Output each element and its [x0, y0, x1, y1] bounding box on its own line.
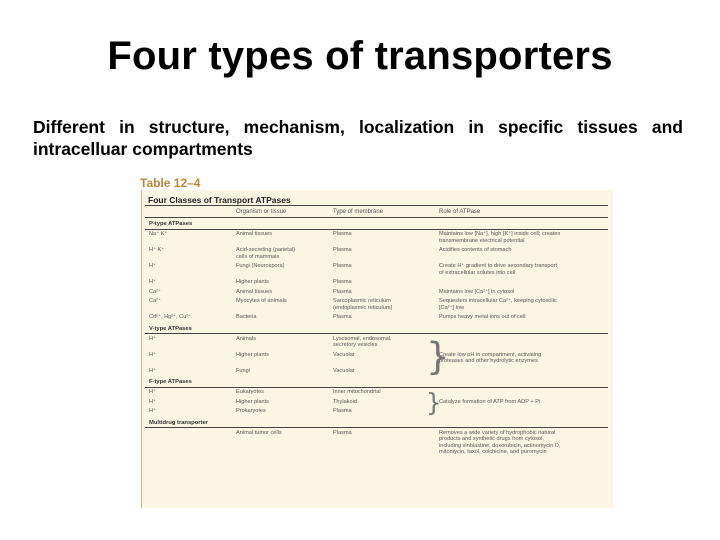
cell-organism: Eukaryotes [236, 389, 264, 395]
cell-organism: Bacteria [236, 314, 257, 320]
section-label: Multidrug transporter [149, 419, 208, 426]
cell-membrane: Plasma [333, 288, 352, 295]
cell-ion: H⁺ [149, 389, 156, 395]
cell-ion: Ca²⁺ [149, 298, 161, 304]
cell-membrane: Thylakoid [333, 398, 357, 405]
section-label: P-type ATPases [149, 221, 193, 227]
cell-membrane: Sarcoplasmic reticulum (endoplasmic reticulum) [333, 298, 393, 311]
cell-role: Create low pH in compartment, activating proteases and other hydrolytic enzymes [439, 351, 542, 364]
cell-membrane: Plasma [333, 279, 352, 285]
group-brace: } [426, 333, 450, 378]
cell-ion: H⁺ [149, 279, 156, 285]
transport-atpase-table [141, 190, 613, 508]
cell-ion: Na⁺ K⁺ [149, 231, 168, 237]
cell-role: Acidifies contents of stomach [439, 247, 512, 253]
slide-subtitle: Different in structure, mechanism, localization in specific tissues and intracelluar compartments [33, 117, 683, 159]
section-rule [145, 229, 608, 230]
table-top-rule [145, 205, 608, 206]
cell-membrane: Plasma [333, 429, 352, 436]
cell-organism: Prokaryotes [236, 408, 266, 414]
cell-organism: Higher plants [236, 279, 269, 285]
header-membrane: Type of membrane [333, 209, 384, 215]
cell-organism: Acid-secreting (parietal) cells of mammals [236, 247, 296, 260]
cell-organism: Myocytes of animals [236, 298, 287, 304]
cell-membrane: Lysosomal, endosomal, secretory vesicles [333, 335, 392, 348]
section-rule [145, 333, 608, 334]
cell-role: Create H⁺ gradient to drive secondary transport of extracellular solutes into cell [439, 263, 557, 276]
cell-organism: Animals [236, 335, 256, 342]
cell-role: Maintains low [Ca²⁺] in cytosol [439, 288, 515, 295]
cell-ion: H⁺ [149, 408, 156, 414]
cell-membrane: Plasma [333, 231, 352, 237]
header-organism: Organism or tissue [236, 209, 287, 215]
cell-organism: Animal tissues [236, 288, 273, 295]
cell-organism: Fungi (Neurospora) [236, 263, 285, 269]
cell-role: Removes a wide variety of hydrophobic natural products and synthetic drugs from cytosol, including vinblastine, doxorubicin, actinomycin D, mitomycin, taxol, colchicine, and puromycin [439, 429, 561, 455]
cell-organism: Higher plants [236, 398, 269, 405]
cell-organism: Higher plants [236, 351, 269, 358]
cell-membrane: Plasma [333, 314, 352, 320]
cell-role: Maintains low [Na⁺], high [K⁺] inside cell; creates transmembrane electrical potential [439, 231, 561, 244]
cell-membrane: Vacuolar [333, 351, 355, 358]
cell-membrane: Vacuolar [333, 367, 355, 374]
cell-ion: Cd²⁺, Hg²⁺, Cu²⁺ [149, 314, 192, 320]
section-rule [145, 427, 608, 428]
cell-organism: Fungi [236, 367, 250, 374]
cell-organism: Animal tissues [236, 231, 273, 237]
cell-ion: H⁺ [149, 335, 156, 342]
cell-ion: H⁺ [149, 398, 156, 405]
section-label: F-type ATPases [149, 379, 192, 385]
cell-ion: H⁺ [149, 263, 156, 269]
cell-membrane: Inner mitochondrial [333, 389, 381, 395]
cell-membrane: Plasma [333, 247, 352, 253]
header-role: Role of ATPase [439, 209, 481, 215]
group-brace: } [426, 388, 442, 417]
cell-role: Catalyze formation of ATP from ADP + Pi [439, 398, 541, 405]
cell-membrane: Plasma [333, 408, 352, 414]
table-title: Four Classes of Transport ATPases [148, 195, 291, 205]
cell-organism: Animal tumor cells [236, 429, 282, 436]
cell-role: Sequesters intracellular Ca²⁺, keeping cytosolic [Ca²⁺] low [439, 298, 557, 311]
cell-ion: H⁺ [149, 367, 156, 374]
cell-membrane: Plasma [333, 263, 352, 269]
slide-title: Four types of transporters [107, 34, 613, 78]
section-label: V-type ATPases [149, 325, 192, 332]
header-rule [145, 217, 608, 218]
cell-ion: H⁺ [149, 351, 156, 358]
cell-role: Pumps heavy metal ions out of cell [439, 314, 526, 320]
section-rule [145, 387, 608, 388]
cell-ion: Ca²⁺ [149, 288, 161, 295]
cell-ion: H⁺ K⁺ [149, 247, 165, 253]
table-caption: Table 12–4 [140, 176, 201, 190]
